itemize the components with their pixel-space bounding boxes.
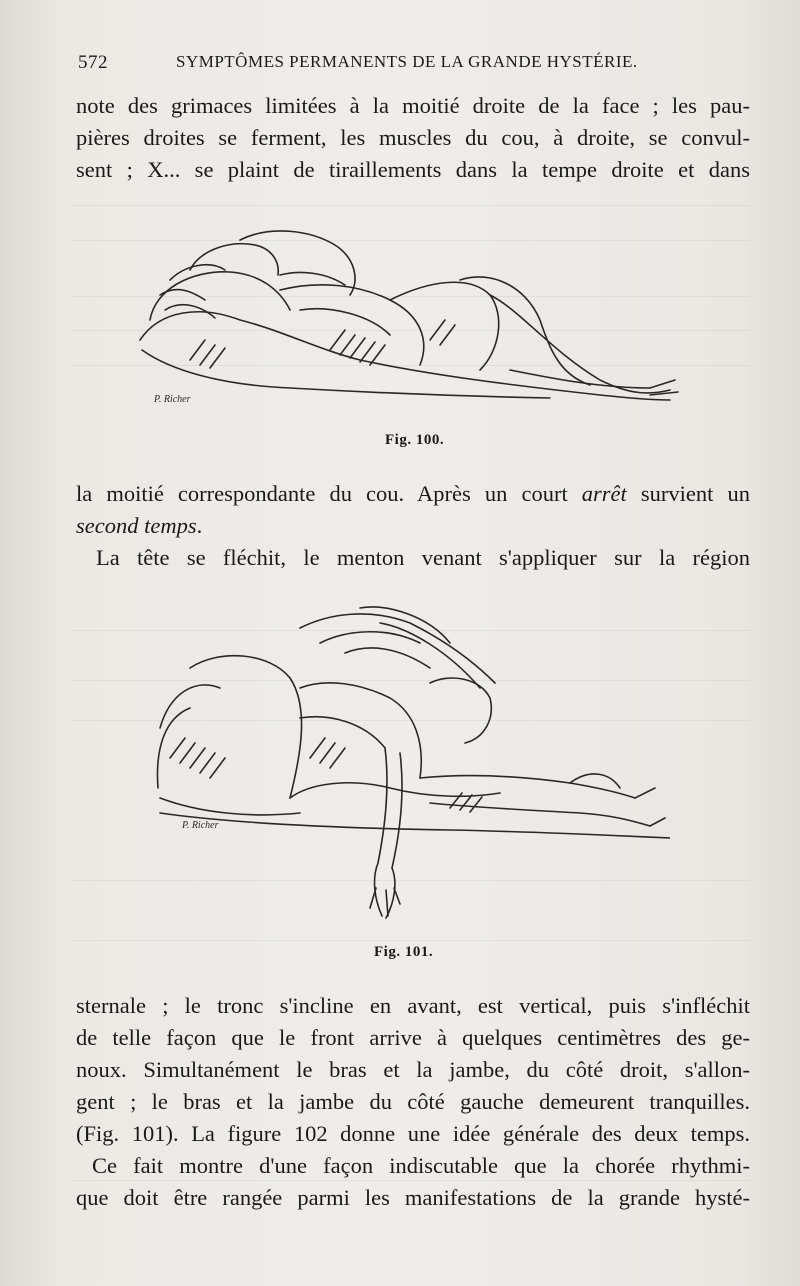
paragraph-5: [76, 1150, 750, 1214]
text-line: [76, 510, 750, 542]
emphasis-arret: arrêt: [581, 481, 627, 506]
text-line: Ce fait montre d'une façon indiscutable que la chorée rhythmi-: [92, 1153, 750, 1178]
text-line: gent ; le bras et la jambe du côté gauche demeurent tranquilles.: [76, 1089, 750, 1114]
figure-101-signature: P. Richer: [182, 820, 219, 831]
text-line: note des grimaces limitées à la moitié droite de la face ; les pau-: [76, 93, 750, 118]
paragraph-3: [96, 542, 750, 574]
figure-100-caption: Fig. 100.: [385, 432, 445, 448]
page-number: 572: [78, 52, 108, 73]
text-line: La tête se fléchit, le menton venant s'appliquer sur la région: [96, 545, 750, 570]
text-span: survient un: [626, 481, 750, 506]
figure-100-signature: P. Richer: [154, 394, 191, 405]
paragraph-2: [76, 478, 750, 542]
text-span: .: [196, 513, 203, 538]
text-span: la moitié correspondante du cou. Après un court: [76, 481, 582, 506]
text-line: sternale ; le tronc s'incline en avant, est vertical, puis s'infléchit: [76, 993, 750, 1018]
figure-101-illustration: [150, 598, 670, 928]
bleed-through-line: [70, 940, 750, 941]
text-line: [76, 478, 750, 510]
paragraph-4: [76, 990, 750, 1150]
text-line: noux. Simultanément le bras et la jambe, du côté droit, s'allon-: [76, 1057, 750, 1082]
figure-101-caption: Fig. 101.: [374, 944, 434, 960]
paragraph-1: [76, 90, 750, 186]
text-line: que doit être rangée parmi les manifestations de la grande hysté-: [76, 1185, 750, 1210]
text-line: (Fig. 101). La figure 102 donne une idée générale des deux temps.: [76, 1121, 750, 1146]
emphasis-second-temps: second temps: [76, 513, 197, 538]
text-line: de telle façon que le front arrive à quelques centimètres des ge-: [76, 1025, 750, 1050]
running-title: SYMPTÔMES PERMANENTS DE LA GRANDE HYSTÉRIE.: [176, 52, 638, 71]
page-header: [78, 48, 758, 76]
figure-100-illustration: [130, 200, 690, 415]
text-line: pières droites se ferment, les muscles du cou, à droite, se convul-: [76, 125, 750, 150]
text-line: sent ; X... se plaint de tiraillements dans la tempe droite et dans: [76, 157, 750, 182]
